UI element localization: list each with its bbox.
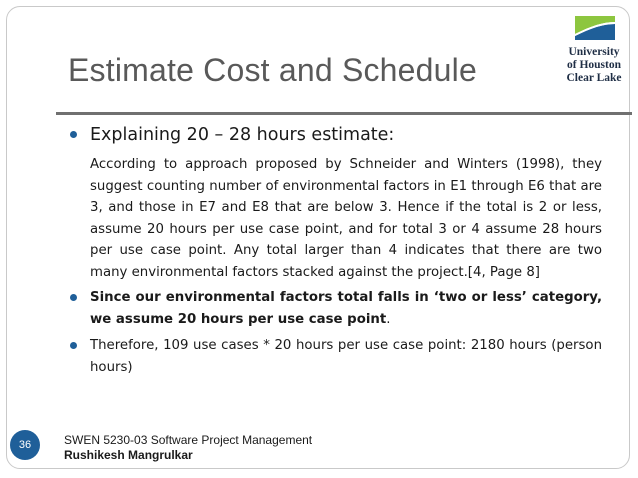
heading-text: Explaining 20 – 28 hours estimate: [90, 125, 395, 145]
uhcl-logo-icon [573, 12, 617, 42]
footer-course: SWEN 5230-03 Software Project Management [64, 433, 313, 447]
logo-wordmark [558, 46, 630, 85]
page-number: 36 [18, 439, 32, 451]
bullet-heading [68, 124, 602, 146]
slide-title: Estimate Cost and Schedule [68, 52, 477, 88]
bullet-icon [70, 131, 77, 138]
slide-body [68, 124, 602, 383]
bullet-icon [70, 294, 77, 301]
logo-line-1: University [568, 46, 620, 58]
bullet-calculation [68, 335, 602, 378]
logo-line-2: of Houston [567, 59, 621, 71]
conclusion-trailing: . [386, 311, 391, 327]
explanation-paragraph: According to approach proposed by Schneider and Winters (1998), they suggest counting number of environmental factors in E1 through E6 that are 3, and those in E7 and E8 that are below 3. Hence if the total is 2 or less, assume 20 hours per use case point, and for total 3 or 4 assume 28 hours per use case point. Any total larger than 4 indicates that there are two many environmental factors stacked against the project.[4, Page 8] [90, 157, 602, 280]
page-number-badge [10, 430, 40, 460]
footer-author: Rushikesh Mangrulkar [64, 448, 193, 462]
footer [64, 433, 312, 463]
bullet-conclusion [68, 287, 602, 330]
university-logo [558, 10, 630, 100]
logo-line-3: Clear Lake [566, 72, 622, 84]
conclusion-bold-text: Since our environmental factors total falls in ‘two or less’ category, we assume 20 hours per use case point [90, 290, 602, 327]
title-divider [56, 112, 632, 115]
calculation-text: Therefore, 109 use cases * 20 hours per use case point: 2180 hours (person hours) [90, 338, 602, 375]
bullet-icon [70, 342, 77, 349]
